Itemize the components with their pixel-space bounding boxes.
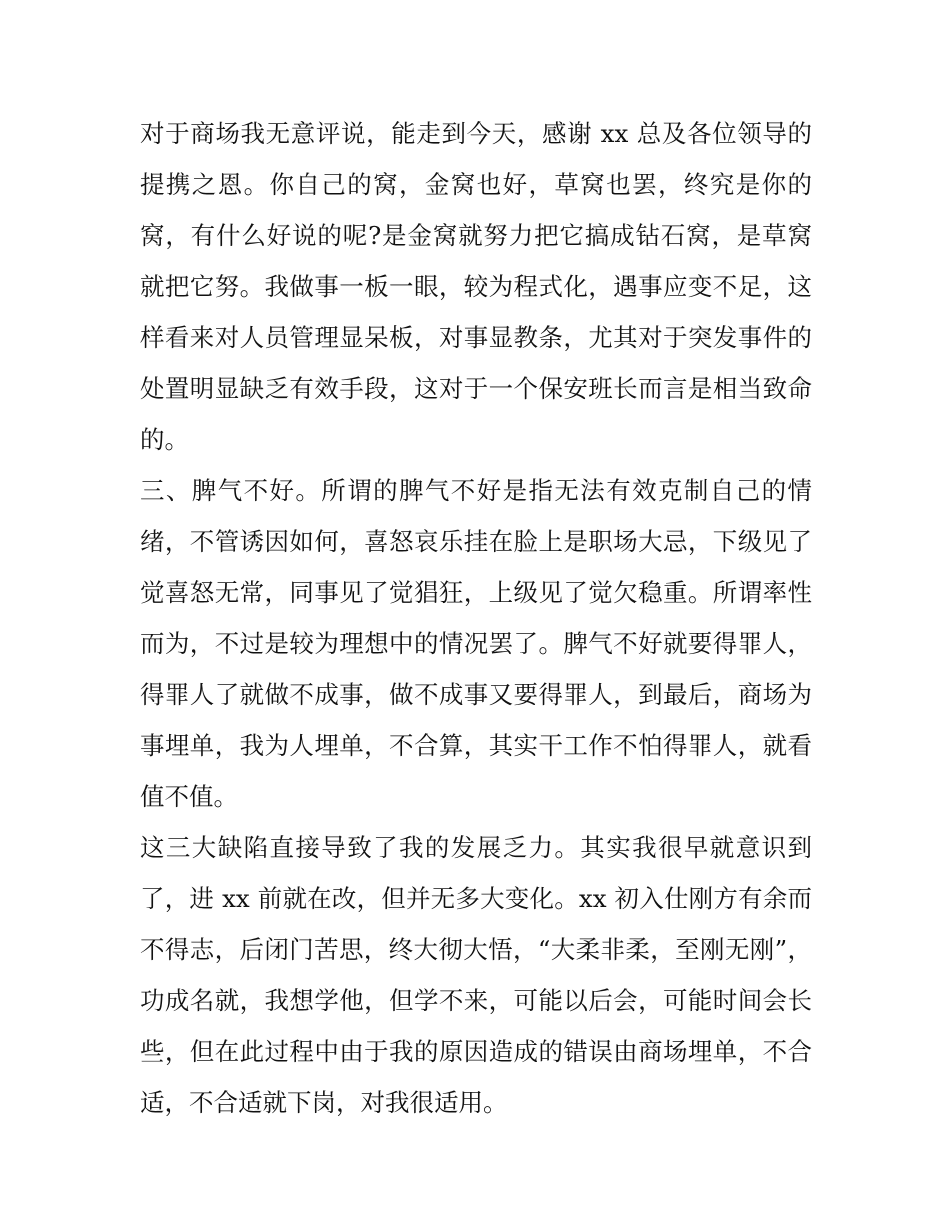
text-line: 不得志，后闭门苦思，终大彻大悟，“大柔非柔，至刚无刚”， xyxy=(140,935,812,964)
text-line: 事埋单，我为人埋单，不合算，其实干工作不怕得罪人，就看 xyxy=(140,731,812,760)
text-line: 适，不合适就下岗，对我很适用。 xyxy=(140,1088,508,1117)
text-line: 些，但在此过程中由于我的原因造成的错误由商场埋单，不合 xyxy=(140,1037,812,1066)
text-line: 样看来对人员管理显呆板，对事显教条，尤其对于突发事件的 xyxy=(140,323,812,352)
text-line: 窝，有什么好说的呢?是金窝就努力把它搞成钻石窝，是草窝 xyxy=(140,221,812,250)
text-line: 三、脾气不好。所谓的脾气不好是指无法有效克制自己的情 xyxy=(140,476,812,505)
text-line: 这三大缺陷直接导致了我的发展乏力。其实我很早就意识到 xyxy=(140,833,812,862)
text-line: 得罪人了就做不成事，做不成事又要得罪人，到最后，商场为 xyxy=(140,680,812,709)
text-line: 了，进 xx 前就在改，但并无多大变化。xx 初入仕刚方有余而 xyxy=(140,884,812,913)
text-line: 处置明显缺乏有效手段，这对于一个保安班长而言是相当致命 xyxy=(140,374,812,403)
body-text xyxy=(140,108,812,1128)
text-line: 对于商场我无意评说，能走到今天，感谢 xx 总及各位领导的 xyxy=(140,119,812,148)
text-line: 绪，不管诱因如何，喜怒哀乐挂在脸上是职场大忌，下级见了 xyxy=(140,527,812,556)
text-line: 值不值。 xyxy=(140,782,238,811)
text-line: 的。 xyxy=(140,425,189,454)
text-line: 功成名就，我想学他，但学不来，可能以后会，可能时间会长 xyxy=(140,986,812,1015)
text-line: 觉喜怒无常，同事见了觉猖狂，上级见了觉欠稳重。所谓率性 xyxy=(140,578,812,607)
text-line: 提携之恩。你自己的窝，金窝也好，草窝也罢，终究是你的 xyxy=(140,170,812,199)
text-line: 就把它努。我做事一板一眼，较为程式化，遇事应变不足，这 xyxy=(140,272,812,301)
text-line: 而为，不过是较为理想中的情况罢了。脾气不好就要得罪人， xyxy=(140,629,812,658)
